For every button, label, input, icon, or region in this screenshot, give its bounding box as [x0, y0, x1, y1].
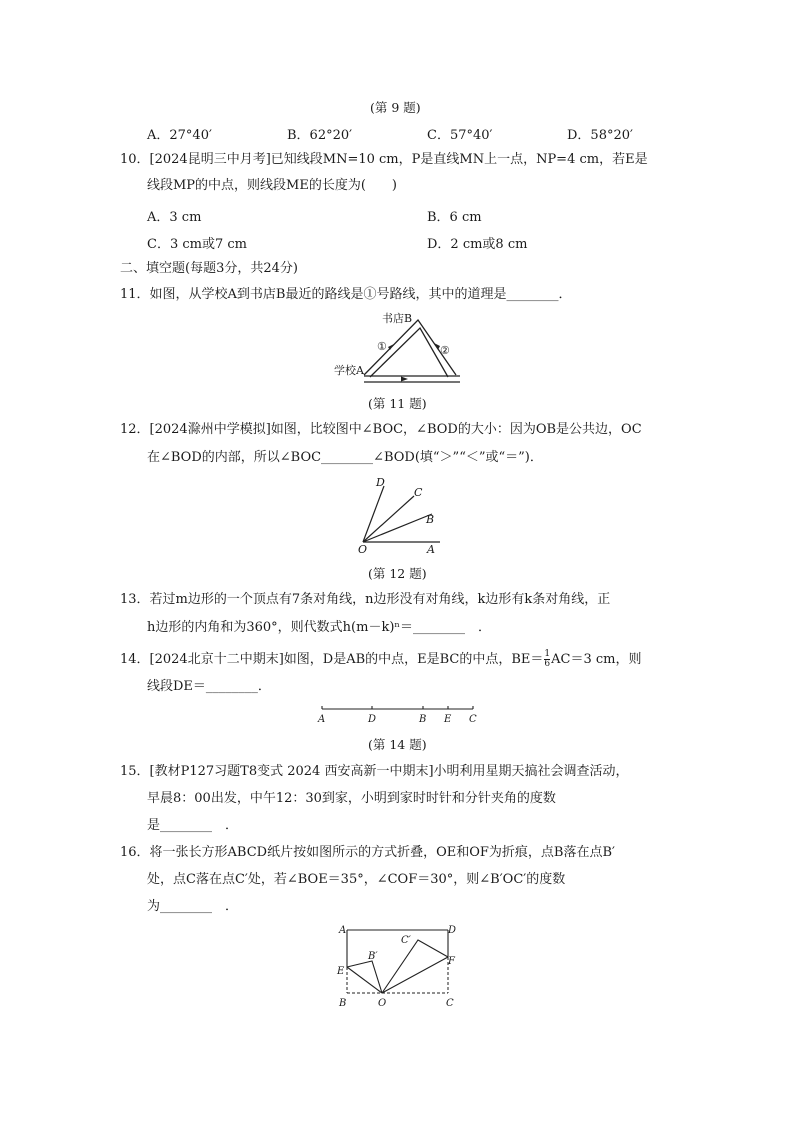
label-o: O	[358, 543, 368, 556]
option-d: D．58°20′	[567, 128, 633, 143]
label-d: D	[376, 476, 385, 489]
label-route-2: ②	[440, 344, 450, 357]
q10-option-c: C．3 cm或7 cm	[147, 237, 247, 252]
question-14-line2: 线段DE＝________．	[147, 679, 271, 694]
question-12-line2: 在∠BOD的内部，所以∠BOC________∠BOD(填“＞”“＜”或“＝”)．	[147, 450, 543, 465]
figure-q14	[315, 702, 485, 726]
label-c: C	[414, 486, 423, 499]
label-c-prime: C′	[401, 935, 411, 946]
option-a: A．27°40′	[147, 128, 212, 143]
label-b-prime: B′	[368, 951, 378, 962]
question-14-text-b: AC＝3 cm，则	[551, 652, 642, 667]
label-b: B	[339, 998, 347, 1009]
question-12-line1: 12．[2024滁州中学模拟]如图，比较图中∠BOC，∠BOD的大小：因为OB是公共边，OC	[120, 422, 642, 437]
figure-q11	[330, 310, 470, 390]
q10-option-d: D．2 cm或8 cm	[427, 237, 528, 252]
label-shop-b: 书店B	[382, 312, 413, 325]
question-16-line2: 处，点C落在点C′处，若∠BOE＝35°，∠COF＝30°，则∠B′OC′的度数	[147, 872, 566, 887]
fraction-numerator: 1	[544, 649, 551, 659]
figure-caption-q9: (第 9 题)	[370, 100, 421, 115]
figure-caption-q11: (第 11 题)	[368, 396, 427, 411]
section-title: 二、填空题(每题3分，共24分)	[120, 261, 298, 276]
question-13-line1: 13．若过m边形的一个顶点有7条对角线，n边形没有对角线，k边形有k条对角线，正	[120, 592, 611, 607]
fraction	[544, 650, 550, 669]
label-e: E	[337, 966, 345, 977]
label-route-1: ①	[377, 340, 387, 353]
label-a: A	[339, 925, 347, 936]
figure-q12	[350, 472, 450, 560]
question-15-line2: 早晨8：00出发，中午12：30到家，小明到家时时针和分针夹角的度数	[147, 791, 556, 806]
figure-caption-q12: (第 12 题)	[368, 566, 427, 581]
question-14-text-a: 14．[2024北京十二中期末]如图，D是AB的中点，E是BC的中点，BE＝	[120, 652, 544, 667]
point-e: E	[444, 714, 452, 725]
point-b: B	[419, 714, 427, 725]
question-14-line1	[120, 650, 642, 670]
label-school-a: 学校A	[334, 364, 364, 377]
point-d: D	[368, 714, 377, 725]
option-c: C．57°40′	[427, 128, 493, 143]
q10-option-b: B．6 cm	[427, 210, 482, 225]
question-16-line3: 为________ ．	[147, 899, 239, 914]
question-16-line1: 16．将一张长方形ABCD纸片按如图所示的方式折叠，OE和OF为折痕，点B落在点B′	[120, 845, 615, 860]
option-b: B．62°20′	[287, 128, 353, 143]
label-c: C	[446, 998, 454, 1009]
point-a: A	[318, 714, 326, 725]
label-o: O	[378, 998, 387, 1009]
question-15-line3: 是________ ．	[147, 818, 239, 833]
fraction-denominator: 6	[544, 659, 551, 669]
question-13-line2: h边形的内角和为360°，则代数式h(m－k)ⁿ＝________ ．	[147, 620, 492, 635]
question-10-line2: 线段MP的中点，则线段ME的长度为( )	[147, 178, 398, 193]
figure-caption-q14: (第 14 题)	[368, 737, 427, 752]
figure-q16	[334, 920, 464, 1012]
question-10-line1: 10．[2024昆明三中月考]已知线段MN=10 cm，P是直线MN上一点，NP=4 cm，若E是	[120, 152, 648, 167]
label-f: F	[448, 956, 455, 967]
question-11-text: 11．如图，从学校A到书店B最近的路线是①号路线，其中的道理是________．	[120, 287, 572, 302]
label-b: B	[426, 513, 435, 526]
question-15-line1: 15．[教材P127习题T8变式 2024 西安高新一中期末]小明利用星期天搞社会调查活动，	[120, 764, 629, 779]
q10-option-a: A．3 cm	[147, 210, 202, 225]
label-a: A	[427, 543, 435, 556]
label-d: D	[448, 925, 457, 936]
point-c: C	[469, 714, 477, 725]
